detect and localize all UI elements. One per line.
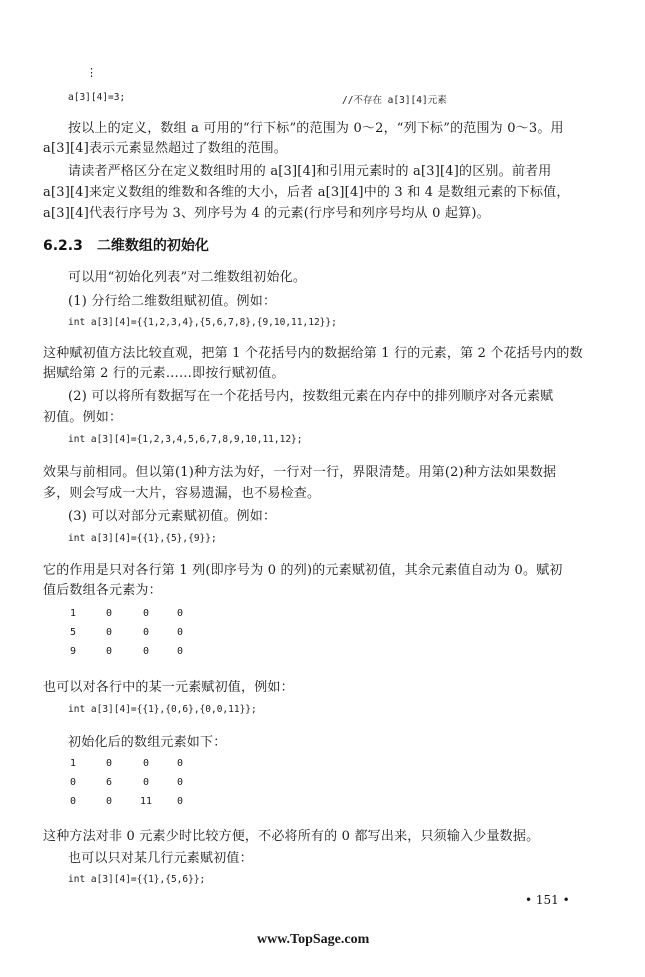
code-example-4: int a[3][4]={{1},{0,6},{0,0,11}};: [68, 704, 257, 715]
matrix-cell: 0: [177, 608, 184, 619]
paragraph-2-line-2: a[3][4]来定义数组的维数和各维的大小，后者 a[3][4]中的 3 和 4 是数组元素的下标值，: [43, 185, 570, 200]
vertical-ellipsis: ⋮: [86, 66, 97, 79]
code-example-2: int a[3][4]={1,2,3,4,5,6,7,8,9,10,11,12};: [68, 434, 303, 445]
matrix-2: [70, 758, 220, 808]
paragraph-1-line-2: a[3][4]表示元素显然超过了数组的范围。: [43, 141, 287, 156]
code-line-top: a[3][4]=3;: [68, 92, 126, 103]
matrix-cell: 0: [143, 758, 150, 769]
matrix-cell: 0: [143, 646, 150, 657]
matrix-cell: 5: [70, 627, 77, 638]
code-example-3: int a[3][4]={{1},{5},{9}};: [68, 533, 217, 544]
method-1-desc-line-2: 据赋给第 2 行的元素……即按行赋初值。: [43, 366, 285, 381]
matrix-cell: 0: [143, 627, 150, 638]
matrix-cell: 0: [70, 777, 77, 788]
method-4-after-text: 初始化后的数组元素如下：: [68, 735, 227, 750]
matrix-cell: 0: [143, 608, 150, 619]
method-2-line-2: 初值。例如：: [43, 410, 123, 425]
code-example-5: int a[3][4]={{1},{5,6}};: [68, 874, 206, 885]
matrix-cell: 0: [106, 608, 113, 619]
footer-url: www.TopSage.com: [257, 932, 370, 947]
paragraph-2-line-1: 请读者严格区分在定义数组时用的 a[3][4]和引用元素时的 a[3][4]的区别。前者用: [68, 164, 552, 179]
method-1-desc-line-1: 这种赋初值方法比较直观，把第 1 个花括号内的数据给第 1 行的元素，第 2 个花括号内的数: [43, 346, 583, 361]
method-5-text: 这种方法对非 0 元素少时比较方便，不必将所有的 0 都写出来，只须输入少量数据。: [43, 829, 540, 844]
method-3-desc-line-2: 值后数组各元素为：: [43, 583, 162, 598]
matrix-cell: 0: [106, 627, 113, 638]
method-4-text: 也可以对各行中的某一元素赋初值，例如：: [43, 680, 294, 695]
code-comment-top: //不存在 a[3][4]元素: [342, 95, 447, 106]
matrix-cell: 0: [106, 796, 113, 807]
intro-text: 可以用“初始化列表”对二维数组初始化。: [68, 270, 307, 285]
matrix-cell: 1: [70, 608, 77, 619]
matrix-cell: 0: [177, 796, 184, 807]
matrix-cell: 0: [143, 777, 150, 788]
paragraph-2-line-3: a[3][4]代表行序号为 3、列序号为 4 的元素(行序号和列序号均从 0 起算)。: [43, 206, 490, 221]
matrix-cell: 0: [177, 758, 184, 769]
matrix-cell: 0: [177, 627, 184, 638]
matrix-cell: 9: [70, 646, 77, 657]
section-number: 6.2.3: [43, 238, 83, 254]
matrix-cell: 6: [106, 777, 113, 788]
method-2-desc-line-1: 效果与前相同。但以第(1)种方法为好，一行对一行，界限清楚。用第(2)种方法如果数据: [43, 465, 557, 480]
matrix-cell: 0: [70, 796, 77, 807]
matrix-cell: 0: [106, 758, 113, 769]
matrix-cell: 0: [177, 777, 184, 788]
section-title: 二维数组的初始化: [96, 238, 209, 254]
method-1-text: (1) 分行给二维数组赋初值。例如：: [68, 294, 277, 309]
matrix-cell: 0: [106, 646, 113, 657]
matrix-cell: 0: [177, 646, 184, 657]
matrix-1: [70, 608, 220, 658]
matrix-cell: 1: [70, 758, 77, 769]
paragraph-1-line-1: 按以上的定义，数组 a 可用的“行下标”的范围为 0～2，“列下标”的范围为 0～3。用: [68, 121, 564, 136]
method-2-line-1: (2) 可以将所有数据写在一个花括号内，按数组元素在内存中的排列顺序对各元素赋: [68, 389, 554, 404]
section-heading: [43, 235, 209, 255]
page-number: • 151 •: [525, 893, 570, 907]
method-3-text: (3) 可以对部分元素赋初值。例如：: [68, 509, 277, 524]
method-2-desc-line-2: 多，则会写成一大片，容易遗漏，也不易检查。: [43, 486, 321, 501]
code-example-1: int a[3][4]={{1,2,3,4},{5,6,7,8},{9,10,11,12}};: [68, 317, 337, 328]
method-3-desc-line-1: 它的作用是只对各行第 1 列(即序号为 0 的列)的元素赋初值，其余元素值自动为 0。赋初: [43, 563, 563, 578]
matrix-cell: 11: [140, 796, 153, 807]
method-6-text: 也可以只对某几行元素赋初值：: [68, 851, 253, 866]
